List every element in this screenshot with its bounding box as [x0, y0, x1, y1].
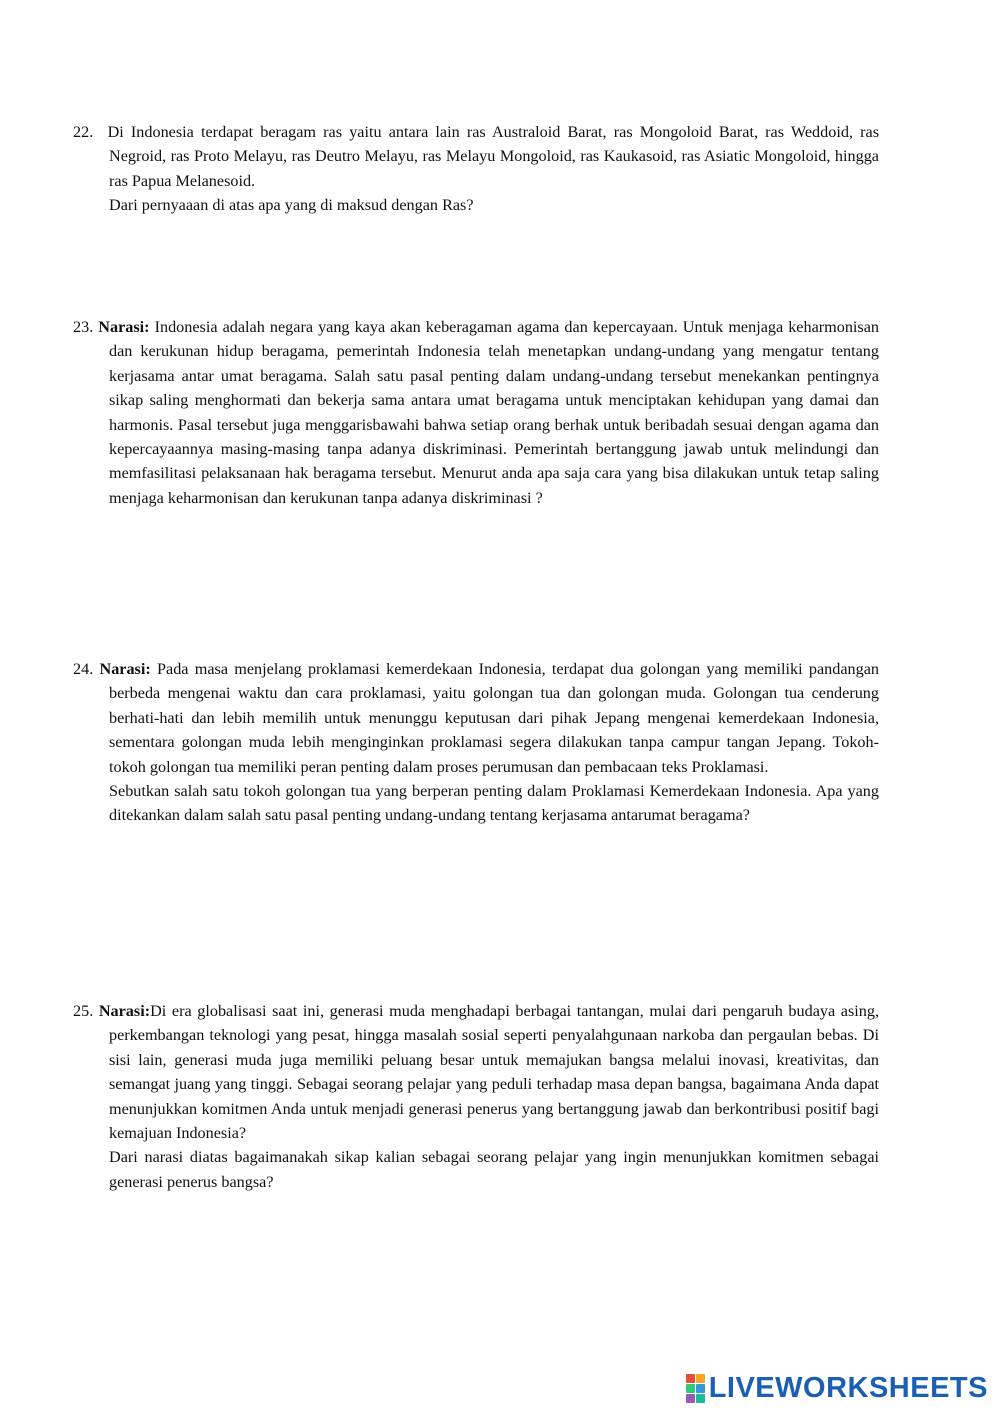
narrative-label: Narasi:: [98, 318, 150, 336]
question-24: [73, 657, 879, 828]
logo-grid-cell: [696, 1384, 705, 1393]
question-body: Indonesia adalah negara yang kaya akan keberagaman agama dan kepercayaan. Untuk menjaga keharmonisan dan kerukunan hidup beragama, pemerintah Indonesia telah menetapkan undang-undang yang mengatur tentang kerjasama antar umat beragama. Salah satu pasal penting dalam undang-undang tersebut menekankan pentingnya sikap saling menghormati dan bekerja sama antara umat beragama untuk menciptakan kehidupan yang damai dan harmonis. Pasal tersebut juga menggarisbawahi bahwa setiap orang berhak untuk beribadah sesuai dengan agama dan kepercayaannya masing-masing tanpa adanya diskriminasi. Pemerintah bertanggung jawab untuk melindungi dan memfasilitasi pelaksanaan hak beragama tersebut. Menurut anda apa saja cara yang bisa dilakukan untuk tetap saling menjaga keharmonisan dan kerukunan tanpa adanya diskriminasi ?: [109, 318, 880, 507]
question-text: [73, 657, 879, 779]
question-text: [73, 120, 879, 193]
narrative-label: Narasi:: [98, 1002, 151, 1020]
question-number: 22.: [73, 123, 94, 141]
logo-grid-cell: [696, 1394, 705, 1403]
question-prompt: Dari pernyaaan di atas apa yang di maksud dengan Ras?: [109, 196, 474, 215]
question-22: [73, 120, 879, 218]
question-number: 25.: [73, 1002, 94, 1020]
question-number: 24.: [73, 660, 94, 678]
question-number: 23.: [73, 318, 94, 336]
logo-grid-cell: [696, 1374, 705, 1383]
logo-grid-cell: [686, 1394, 695, 1403]
question-23: [73, 315, 879, 510]
question-prompt: Dari narasi diatas bagaimanakah sikap kalian sebagai seorang pelajar yang ingin menunjukkan komitmen sebagai generasi penerus bangsa?: [109, 1148, 879, 1191]
question-25: [73, 999, 879, 1194]
question-body: Di Indonesia terdapat beragam ras yaitu antara lain ras Australoid Barat, ras Mongoloid Barat, ras Weddoid, ras Negroid, ras Proto Melayu, ras Deutro Melayu, ras Melayu Mongoloid, ras Kaukasoid, ras Asiatic Mongoloid, hingga ras Papua Melanesoid.: [107, 123, 880, 190]
question-prompt: Sebutkan salah satu tokoh golongan tua yang berperan penting dalam Proklamasi Kemerdekaan Indonesia. Apa yang ditekankan dalam salah satu pasal penting undang-undang tentang kerjasama antarumat beragama?: [109, 782, 879, 825]
question-text: [73, 999, 879, 1145]
liveworksheets-grid-icon: [686, 1374, 705, 1403]
logo-grid-cell: [686, 1384, 695, 1393]
logo-text: LIVEWORKSHEETS: [708, 1372, 988, 1404]
question-body: Di era globalisasi saat ini, generasi muda menghadapi berbagai tantangan, mulai dari pengaruh budaya asing, perkembangan teknologi yang pesat, hingga masalah sosial seperti penyalahgunaan narkoba dan pergaulan bebas. Di sisi lain, generasi muda juga memiliki peluang besar untuk memajukan bangsa melalui inovasi, kreativitas, dan semangat juang yang tinggi. Sebagai seorang pelajar yang peduli terhadap masa depan bangsa, bagaimana Anda dapat menunjukkan komitmen Anda untuk menjadi generasi penerus yang bertanggung jawab dan berkontribusi positif bagi kemajuan Indonesia?: [109, 1002, 879, 1143]
question-body: Pada masa menjelang proklamasi kemerdekaan Indonesia, terdapat dua golongan yang memiliki pandangan berbeda mengenai waktu dan cara proklamasi, yaitu golongan tua dan golongan muda. Golongan tua cenderung berhati-hati dan lebih memilih untuk menunggu keputusan dari pihak Jepang mengenai kemerdekaan Indonesia, sementara golongan muda lebih menginginkan proklamasi segera dilakukan tanpa campur tangan Jepang. Tokoh-tokoh golongan tua memiliki peran penting dalam proses perumusan dan pembacaan teks Proklamasi.: [109, 660, 879, 776]
narrative-label: Narasi:: [99, 660, 151, 678]
liveworksheets-logo: [686, 1373, 988, 1403]
question-text: [73, 315, 879, 510]
logo-grid-cell: [686, 1374, 695, 1383]
